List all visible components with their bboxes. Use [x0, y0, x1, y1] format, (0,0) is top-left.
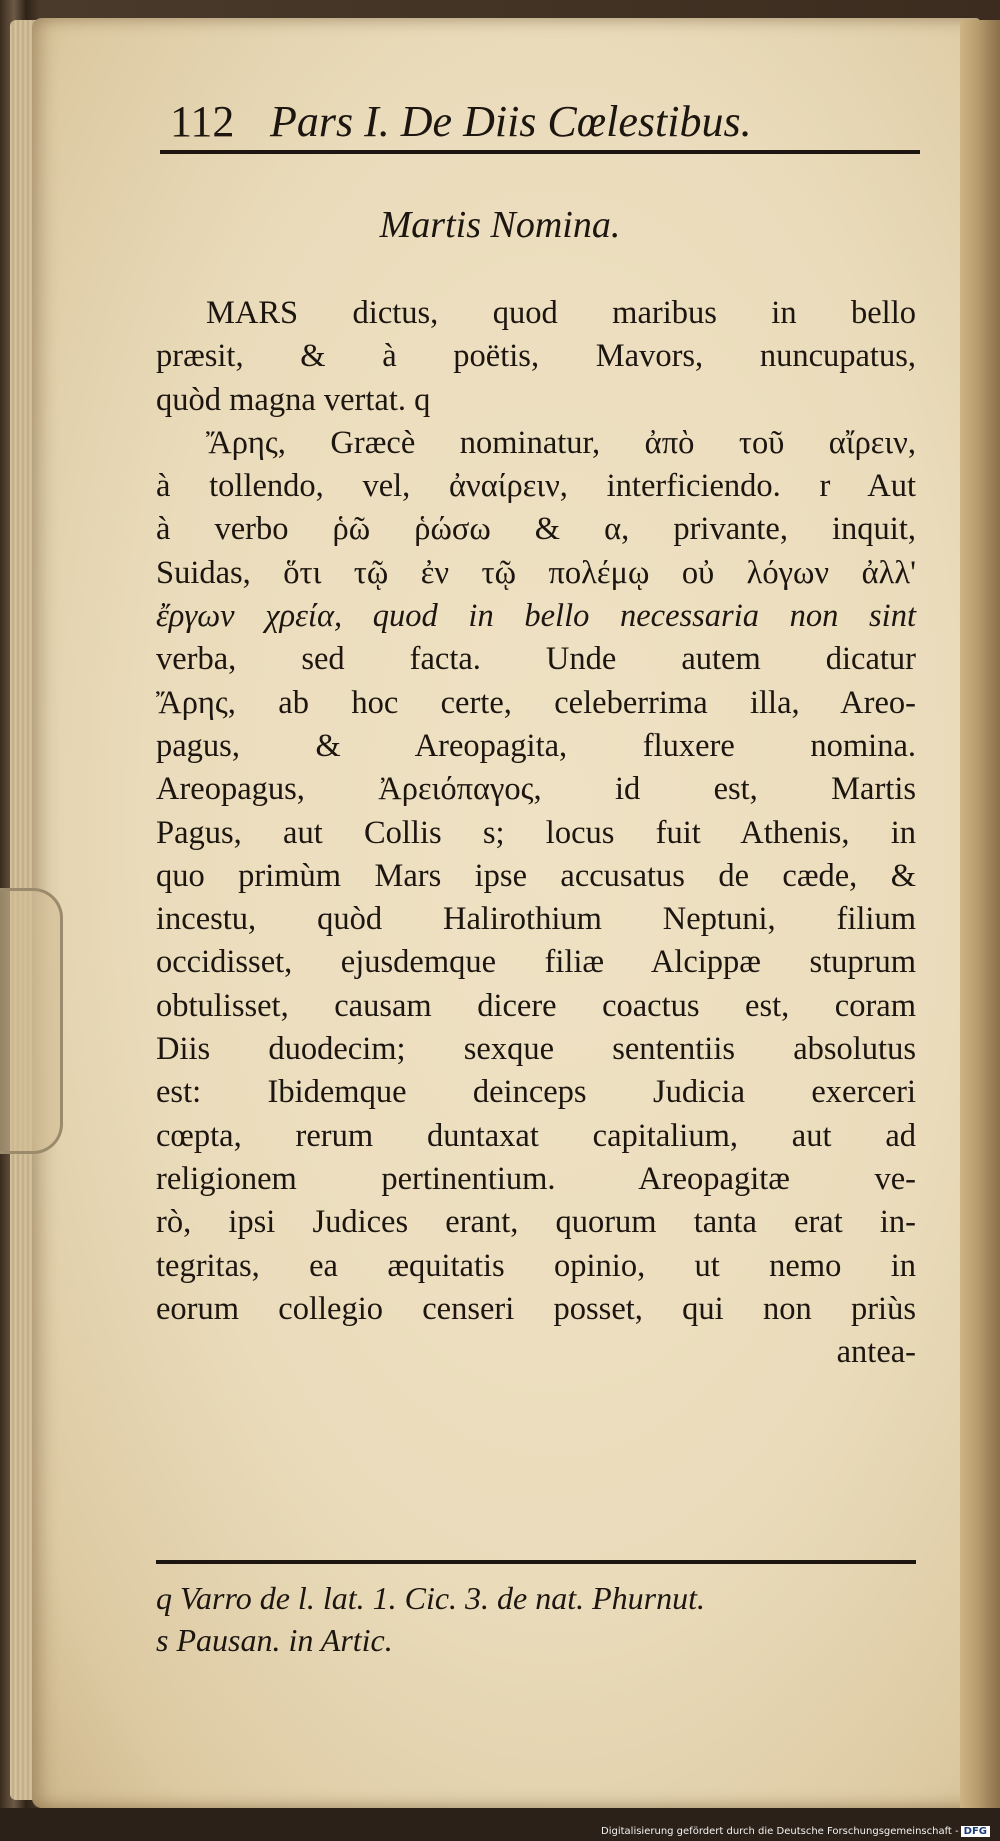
body-line: eorum collegio censeri posset, qui non priùs: [156, 1290, 916, 1327]
body-line: occidisset, ejusdemque filiæ Alcippæ stuprum: [156, 944, 916, 981]
body-line: cœpta, rerum duntaxat capitalium, aut ad: [156, 1117, 916, 1154]
header-rule: [160, 150, 920, 154]
body-line: quòd magna vertat. q: [156, 381, 431, 418]
catchword: antea-: [836, 1334, 916, 1371]
running-title: Pars I. De Diis Cœlestibus.: [270, 97, 752, 146]
body-line: est: Ibidemque deinceps Judicia exerceri: [156, 1074, 916, 1111]
body-line: rò, ipsi Judices erant, quorum tanta erat in-: [156, 1204, 916, 1241]
body-line: pagus, & Areopagita, fluxere nomina.: [156, 727, 916, 764]
running-header: [170, 92, 930, 152]
page-clip: [0, 888, 63, 1154]
body-line: quo primùm Mars ipse accusatus de cæde, &: [156, 857, 916, 894]
body-line: Ἄρης, ab hoc certe, celeberrima illa, Areo-: [156, 684, 916, 721]
body-line: præsit, & à poëtis, Mavors, nuncupatus,: [156, 338, 916, 375]
body-line: MARS dictus, quod maribus in bello: [206, 295, 916, 331]
body-line: incestu, quòd Halirothium Neptuni, filium: [156, 901, 916, 938]
body-line: ἔργων χρεία, quod in bello necessaria non sint: [156, 598, 916, 635]
page-number: 112: [170, 97, 235, 146]
body-line: à tollendo, vel, ἀναίρειν, interficiendo. r Aut: [156, 468, 916, 505]
digitization-credit: [601, 1826, 990, 1837]
body-line: religionem pertinentium. Areopagitæ ve-: [156, 1160, 916, 1197]
footnote: q Varro de l. lat. 1. Cic. 3. de nat. Phurnut.: [156, 1580, 706, 1616]
dfg-logo: DFG: [961, 1826, 990, 1837]
body-line: Diis duodecim; sexque sententiis absolutus: [156, 1031, 916, 1068]
credit-text: Digitalisierung gefördert durch die Deutsche Forschungsgemeinschaft -: [601, 1826, 959, 1837]
body-line: Areopagus, Ἀρειόπαγος, id est, Martis: [156, 771, 916, 808]
body-text: [156, 292, 916, 1374]
body-line: Suidas, ὅτι τῷ ἐν τῷ πολέμῳ οὐ λόγων ἀλλ': [156, 554, 916, 591]
body-line: verba, sed facta. Unde autem dicatur: [156, 641, 916, 678]
page-edges-right: [960, 20, 1000, 1810]
body-line: tegritas, ea æquitatis opinio, ut nemo in: [156, 1247, 916, 1284]
section-title: Martis Nomina.: [379, 204, 621, 246]
body-line: à verbo ῥῶ ῥώσω & α, privante, inquit,: [156, 511, 916, 548]
footnote: s Pausan. in Artic.: [156, 1622, 393, 1658]
footnotes: [156, 1577, 916, 1661]
body-line: Pagus, aut Collis s; locus fuit Athenis, in: [156, 814, 916, 851]
footnote-rule: [156, 1560, 916, 1564]
body-line: Ἄρης, Græcè nominatur, ἀπὸ τοῦ αἴρειν,: [206, 424, 916, 461]
body-line: obtulisset, causam dicere coactus est, coram: [156, 987, 916, 1024]
